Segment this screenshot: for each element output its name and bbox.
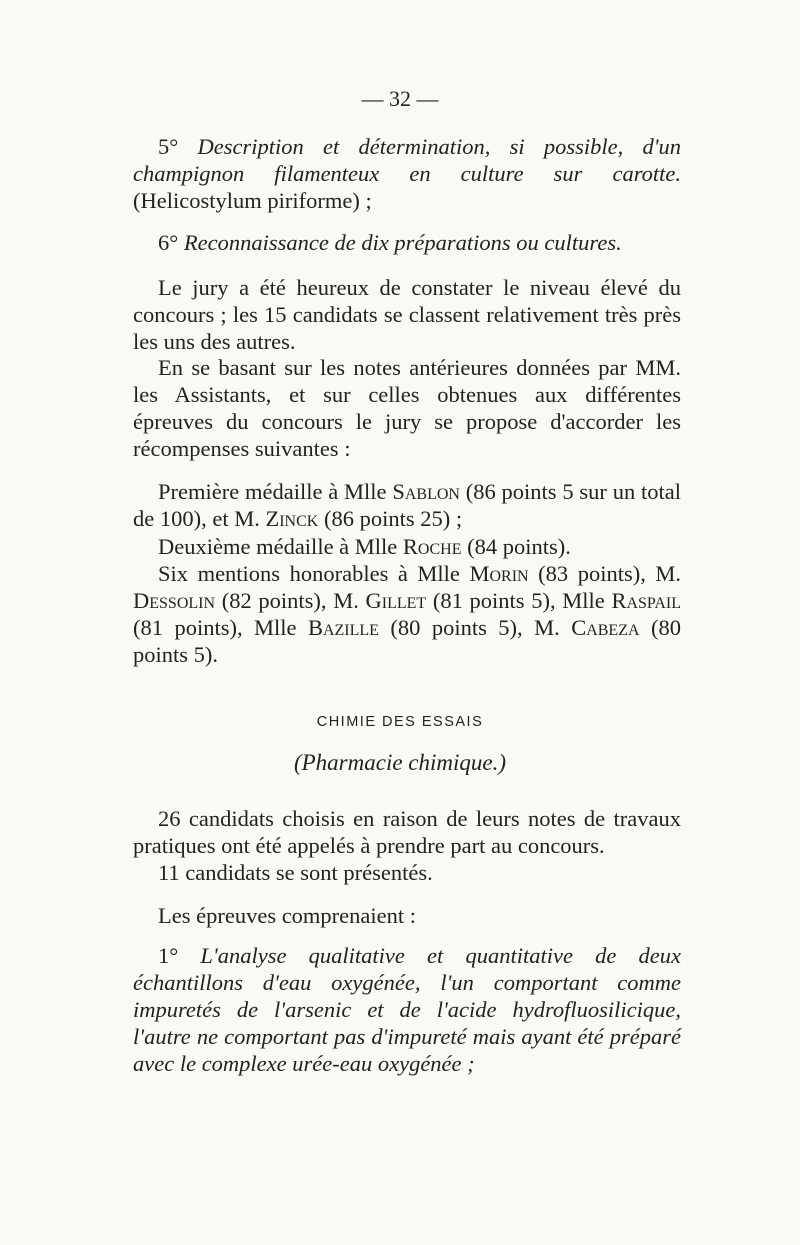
name-gillet: Gillet — [365, 588, 427, 613]
item-6-italic-text: Reconnaissance de dix préparations ou cultures. — [183, 230, 622, 255]
name-bazille: Bazille — [307, 615, 379, 640]
paragraph-first-medal — [133, 478, 681, 532]
first-medal-text-2: (86 points 5 sur un total de 100), et M. — [133, 479, 681, 531]
paragraph-candidates-present: 11 candidats se sont présentés. — [158, 860, 433, 885]
paragraph-rewards-intro: En se basant sur les notes antérieures données par MM. les Assistants, et sur celles obtenues aux différentes épreuves du concours le jury se propose d'accorder les récompenses suivantes : — [133, 355, 681, 461]
item-1-italic-text: L'analyse qualitative et quantitative de deux échantillons d'eau oxygénée, l'un comportant comme impuretés de l'arsenic et de l'acide hydrofluosilicique, l'autre ne comportant pas d'impureté mais ayant été préparé avec le complexe urée-eau oxygénée ; — [133, 943, 681, 1076]
mentions-text-2: (83 points), M. — [528, 561, 682, 586]
item-6-recognition — [133, 229, 681, 256]
paragraph-jury-level: Le jury a été heureux de constater le niveau élevé du concours ; les 15 candidats se classent relativement très près les uns des autres. — [133, 275, 681, 354]
name-morin: Morin — [469, 561, 529, 586]
mentions-text-5: (81 points), Mlle — [133, 615, 308, 640]
page-number: — 32 — — [361, 86, 439, 111]
name-raspail: Raspail — [611, 588, 682, 613]
name-dessolin: Dessolin — [133, 588, 216, 613]
paragraph-tests-included: Les épreuves comprenaient : — [158, 903, 417, 928]
item-5-rest: (Helicostylum piriforme) ; — [133, 188, 372, 213]
item-5-description — [133, 133, 681, 214]
second-medal-text: Deuxième médaille à Mlle — [158, 534, 403, 559]
name-sablon: Sablon — [392, 479, 460, 504]
item-5-italic-text: Description et détermination, si possible, d'un champignon filamenteux en culture sur carotte. — [133, 134, 682, 186]
paragraph-candidates-chosen: 26 candidats choisis en raison de leurs notes de travaux pratiques ont été appelés à prendre part au concours. — [133, 806, 681, 858]
section-title: CHIMIE DES ESSAIS — [316, 714, 484, 730]
name-roche: Roche — [402, 534, 462, 559]
name-zinck: Zinck — [265, 506, 319, 531]
paragraph-second-medal — [133, 533, 681, 560]
first-medal-text-3: (86 points 25) ; — [318, 506, 463, 531]
mentions-text-4: (81 points 5), Mlle — [426, 588, 612, 613]
item-5-number: 5° — [158, 134, 198, 159]
section-subtitle: (Pharmacie chimique.) — [293, 750, 507, 775]
mentions-text: Six mentions honorables à Mlle — [158, 561, 470, 586]
second-medal-text-2: (84 points). — [461, 534, 571, 559]
item-1-analysis — [133, 942, 681, 1077]
item-6-number: 6° — [158, 230, 184, 255]
item-1-number: 1° — [158, 943, 201, 968]
mentions-text-6: (80 points 5), M. — [378, 615, 572, 640]
first-medal-text: Première médaille à Mlle — [158, 479, 393, 504]
name-cabeza: Cabeza — [571, 615, 640, 640]
paragraph-mentions — [133, 560, 681, 668]
mentions-text-7: (80 points 5). — [133, 615, 681, 667]
mentions-text-3: (82 points), M. — [215, 588, 366, 613]
